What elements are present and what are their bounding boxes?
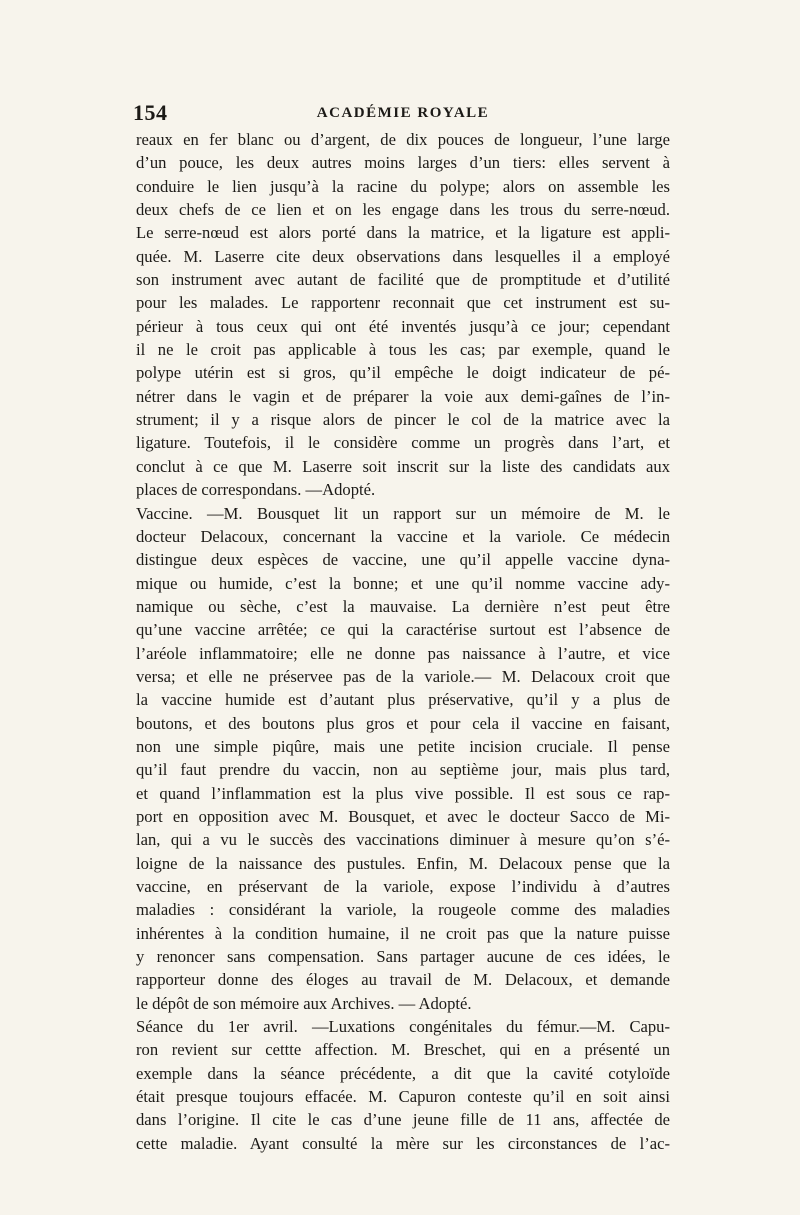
text-line: dans l’origine. Il cite le cas d’une jeune fille de 11 ans, affectée de bbox=[136, 1110, 670, 1130]
text-line: conduire le lien jusqu’à la racine du polype; alors on assemble les bbox=[136, 176, 670, 196]
text-line: Le serre-nœud est alors porté dans la matrice, et la ligature est appli- bbox=[136, 223, 670, 243]
text-line: reaux en fer blanc ou d’argent, de dix pouces de longueur, l’une large bbox=[136, 130, 670, 149]
text-line: vaccine, en préservant de la variole, expose l’individu à d’autres bbox=[136, 877, 670, 896]
text-line: namique ou sèche, c’est la mauvaise. La dernière n’est peut être bbox=[136, 596, 670, 616]
text-line: ligature. Toutefois, il le considère comme un progrès dans l’art, et bbox=[136, 433, 670, 453]
page-header bbox=[133, 100, 673, 126]
text-line: qu’il faut prendre du vaccin, non au septième jour, mais plus tard, bbox=[136, 760, 670, 780]
text-line: conclut à ce que M. Laserre soit inscrit sur la liste des candidats aux bbox=[136, 456, 670, 476]
text-line: son instrument avec autant de facilité que de promptitude et d’utilité bbox=[136, 270, 670, 290]
running-head: ACADÉMIE ROYALE bbox=[316, 105, 490, 121]
text-line: ron revient sur cettte affection. M. Breschet, qui en a présenté un bbox=[136, 1040, 670, 1060]
text-line: et quand l’inflammation est la plus vive possible. Il est sous ce rap- bbox=[136, 783, 670, 803]
text-line: pour les malades. Le rapportenr reconnait que cet instrument est su- bbox=[136, 293, 670, 313]
text-line: nétrer dans le vagin et de préparer la voie aux demi-gaînes de l’in- bbox=[136, 386, 670, 406]
text-line: cette maladie. Ayant consulté la mère sur les circonstances de l’ac- bbox=[136, 1133, 670, 1153]
text-line: distingue deux espèces de vaccine, une qu’il appelle vaccine dyna- bbox=[136, 550, 670, 570]
text-line: mique ou humide, c’est la bonne; et une qu’il nomme vaccine ady- bbox=[136, 573, 670, 593]
text-line: port en opposition avec M. Bousquet, et avec le docteur Sacco de Mi- bbox=[136, 806, 670, 826]
text-line-vaccine-heading: Vaccine. —M. Bousquet lit un rapport sur un mémoire de M. le bbox=[136, 503, 670, 523]
text-line: l’aréole inflammatoire; elle ne donne pas naissance à l’autre, et vice bbox=[136, 643, 670, 663]
text-line: maladies : considérant la variole, la rougeole comme des maladies bbox=[136, 900, 670, 920]
text-line: polype utérin est si gros, qu’il empêche le doigt indicateur de pé- bbox=[136, 363, 670, 383]
text-line: docteur Delacoux, concernant la vaccine et la variole. Ce médecin bbox=[136, 526, 670, 546]
page-number: 154 bbox=[133, 100, 168, 125]
text-line: y renoncer sans compensation. Sans partager aucune de ces idées, le bbox=[136, 947, 670, 967]
text-line: périeur à tous ceux qui ont été inventés jusqu’à ce jour; cependant bbox=[136, 316, 670, 336]
text-line: non une simple piqûre, mais une petite incision cruciale. Il pense bbox=[136, 736, 670, 756]
text-line: exemple dans la séance précédente, a dit que la cavité cotyloïde bbox=[136, 1063, 670, 1083]
text-line: versa; et elle ne préservee pas de la variole.— M. Delacoux croit que bbox=[136, 666, 670, 686]
text-line: quée. M. Laserre cite deux observations dans lesquelles il a employé bbox=[136, 246, 670, 266]
text-line: était presque toujours effacée. M. Capuron conteste qu’il en soit ainsi bbox=[136, 1087, 670, 1107]
text-line: le dépôt de son mémoire aux Archives. — Adopté. bbox=[136, 993, 472, 1013]
text-line: places de correspondans. —Adopté. bbox=[136, 480, 376, 500]
text-line-seance-heading: Séance du 1er avril. —Luxations congénitales du fémur.—M. Capu- bbox=[136, 1017, 670, 1037]
body-text bbox=[136, 128, 670, 1155]
text-line: inhérentes à la condition humaine, il ne croit pas que la nature puisse bbox=[136, 923, 670, 943]
text-line: loigne de la naissance des pustules. Enfin, M. Delacoux pense que la bbox=[136, 853, 670, 873]
text-line: boutons, et des boutons plus gros et pour cela il vaccine en faisant, bbox=[136, 713, 670, 733]
text-line: strument; il y a risque alors de pincer le col de la matrice avec la bbox=[136, 410, 670, 430]
text-line: deux chefs de ce lien et on les engage dans les trous du serre-nœud. bbox=[136, 200, 670, 220]
text-line: d’un pouce, les deux autres moins larges d’un tiers: elles servent à bbox=[136, 153, 670, 173]
text-line: qu’une vaccine arrêtée; ce qui la caractérise surtout est l’absence de bbox=[136, 620, 670, 640]
text-line: rapporteur donne des éloges au travail de M. Delacoux, et demande bbox=[136, 970, 670, 990]
text-line: la vaccine humide est d’autant plus préservative, qu’il y a plus de bbox=[136, 690, 670, 710]
text-line: lan, qui a vu le succès des vaccinations diminuer à mesure qu’on s’é- bbox=[136, 830, 670, 850]
text-line: il ne le croit pas applicable à tous les cas; par exemple, quand le bbox=[136, 340, 670, 360]
